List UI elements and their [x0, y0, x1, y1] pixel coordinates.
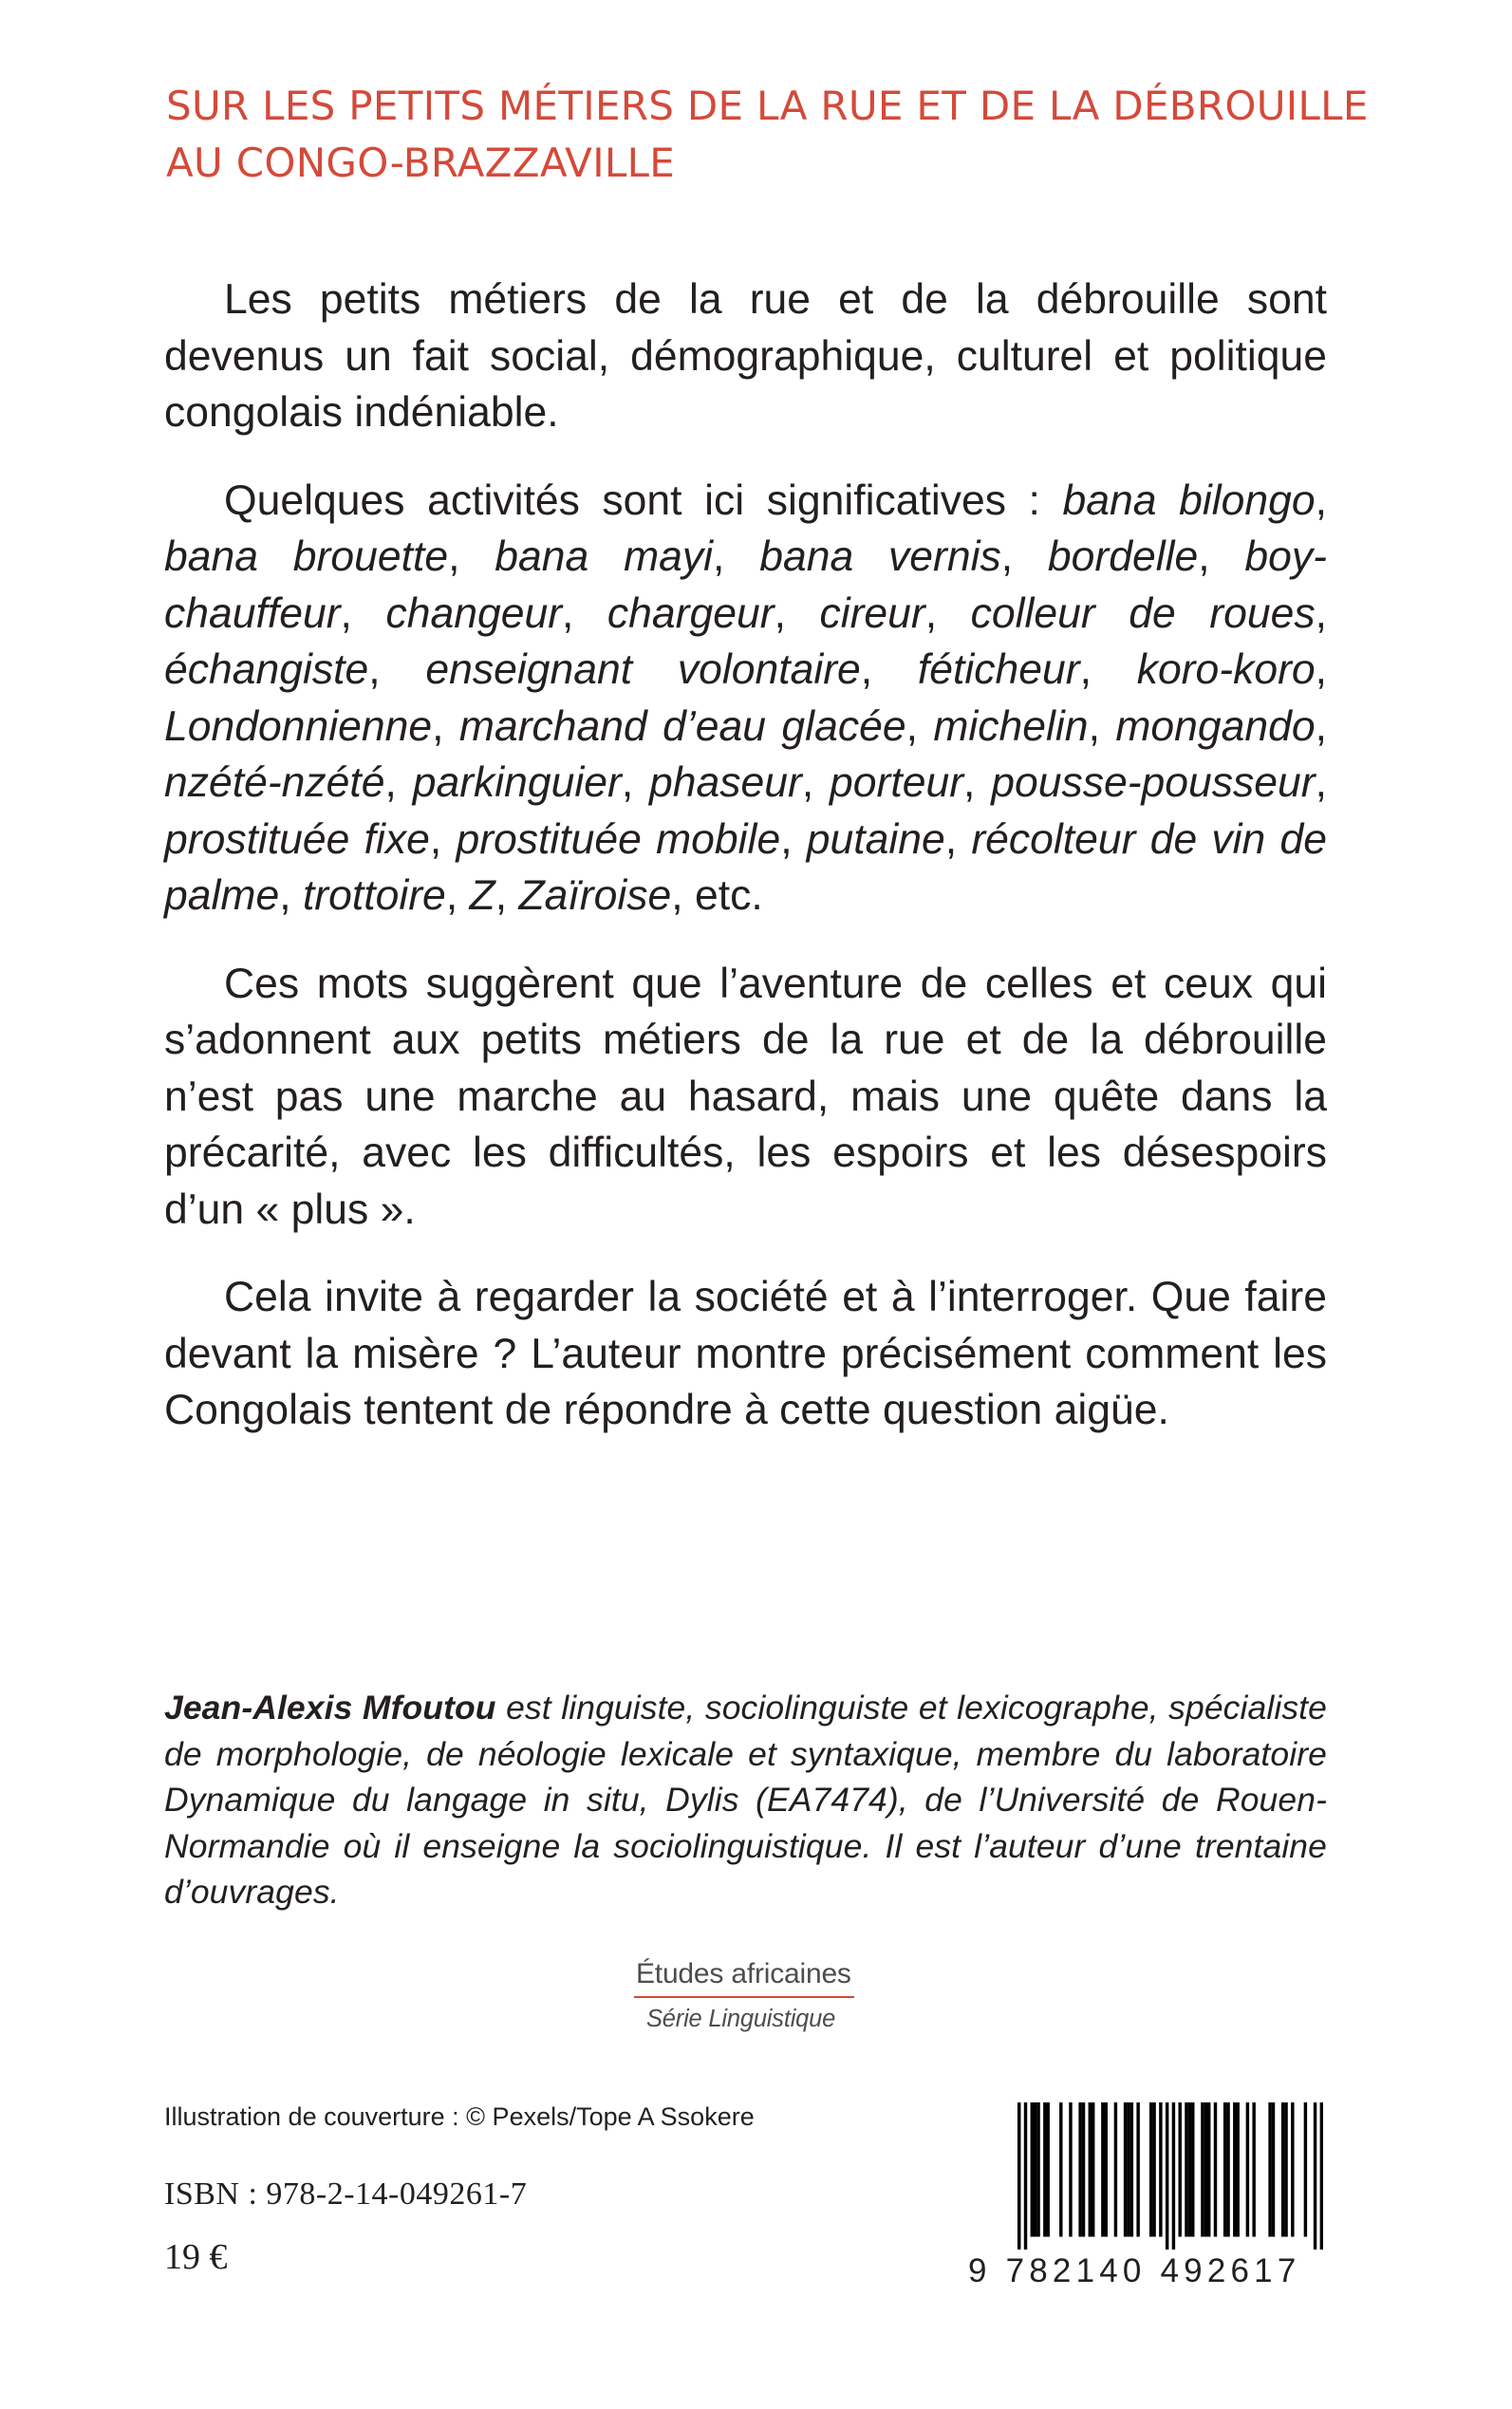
- cover-credit: Illustration de couverture : © Pexels/Tope A Ssokere: [164, 2102, 755, 2131]
- barcode-bar: [1291, 2102, 1294, 2237]
- barcode-bar: [1214, 2102, 1217, 2237]
- barcode-bar: [1036, 2102, 1039, 2237]
- barcode-bar: [1082, 2102, 1085, 2237]
- activity-term: bana brouette: [164, 533, 449, 580]
- barcode-bar: [1185, 2102, 1187, 2237]
- activity-term: marchand d’eau glacée: [458, 702, 906, 750]
- activity-term: pousse-pousseur: [991, 759, 1316, 806]
- author-name: Jean-Alexis Mfoutou: [164, 1689, 496, 1727]
- blurb-p2-intro: Quelques activités sont ici significatives :: [224, 476, 1063, 524]
- activity-term: Z: [469, 872, 495, 919]
- activity-term: changeur: [385, 589, 563, 637]
- price: 19 €: [164, 2237, 228, 2277]
- barcode-bar: [1101, 2102, 1104, 2237]
- activity-term: nzété-nzété: [164, 759, 385, 806]
- series-subtitle: Série Linguistique: [646, 2006, 836, 2032]
- barcode-bar: [1172, 2102, 1175, 2250]
- barcode-bar: [1136, 2102, 1139, 2237]
- barcode-bar: [1304, 2102, 1307, 2237]
- barcode-bar: [1204, 2102, 1207, 2237]
- barcode-bar: [1246, 2102, 1249, 2237]
- activity-term: phaseur: [649, 759, 802, 806]
- barcode-bar: [1130, 2102, 1133, 2237]
- barcode-bar: [1047, 2102, 1050, 2237]
- barcode-bar: [1159, 2102, 1162, 2237]
- title-line-2: AU CONGO-BRAZZAVILLE: [166, 140, 676, 186]
- barcode-bar: [1284, 2102, 1287, 2237]
- barcode: [968, 2102, 1334, 2292]
- barcode-bar: [1281, 2102, 1284, 2237]
- barcode-bar: [1233, 2102, 1236, 2237]
- activity-term: boy-chauffeur: [164, 533, 1327, 637]
- series-rule: [634, 1996, 854, 1998]
- barcode-bar: [1043, 2102, 1046, 2237]
- barcode-bar: [1268, 2102, 1271, 2237]
- barcode-bar: [1188, 2102, 1191, 2237]
- barcode-bar: [1272, 2102, 1275, 2237]
- barcode-bar: [1017, 2102, 1020, 2250]
- barcode-bar: [1149, 2102, 1152, 2237]
- barcode-bar: [1223, 2102, 1226, 2237]
- series-name: Études africaines: [636, 1958, 851, 1989]
- barcode-bar: [1114, 2102, 1117, 2237]
- barcode-bar: [1166, 2102, 1168, 2250]
- author-bio-text: est linguiste, sociolinguiste et lexicographe, spécialiste de morphologie, de néologie lexicale et syntaxique, membre du laboratoire Dynamique du langage in situ, Dylis (EA7474), de l’Université de Rouen-Normandie où il enseigne la sociolinguistique. Il est l’auteur d’une trentaine d’ouvrages.: [164, 1689, 1327, 1912]
- activity-term: putaine: [806, 815, 945, 863]
- barcode-bar: [1191, 2102, 1194, 2237]
- barcode-bar: [1127, 2102, 1129, 2237]
- activity-term: Zaïroise: [518, 872, 672, 919]
- activity-term: bana vernis: [759, 533, 1001, 580]
- barcode-bar: [1089, 2102, 1092, 2237]
- activity-term: chargeur: [607, 589, 775, 637]
- activity-term: mongando: [1115, 702, 1316, 750]
- barcode-bar: [1178, 2102, 1181, 2237]
- activity-terms: bana bilongo, bana brouette, bana mayi, bana vernis, bordelle, boy-chauffeur, changeur, chargeur, cireur, colleur de roues, échangiste, enseignant volontaire, féticheur, koro-koro, Londonnienne, marchand d’eau glacée, michelin, mongando, nzété-nzété, parkinguier, phaseur, porteur, pousse-pousseur, prostituée fixe, prostituée mobile, putaine, récolteur de vin de palme, trottoire, Z, Zaïroise,: [164, 476, 1328, 919]
- barcode-bar: [1320, 2102, 1323, 2250]
- barcode-bar: [1201, 2102, 1204, 2237]
- barcode-bar: [1314, 2102, 1316, 2250]
- book-title: [166, 78, 1400, 192]
- activity-term: récolteur de vin de palme: [164, 815, 1327, 919]
- barcode-bar: [1124, 2102, 1127, 2237]
- activity-term: Londonnienne: [164, 702, 433, 750]
- barcode-bar: [1105, 2102, 1108, 2237]
- barcode-bars: [1017, 2102, 1323, 2250]
- activity-term: colleur de roues: [970, 589, 1316, 637]
- back-cover-blurb: [164, 271, 1327, 1470]
- activity-term: bana mayi: [495, 533, 714, 580]
- activity-term: bana bilongo: [1062, 476, 1316, 524]
- barcode-bar: [1207, 2102, 1210, 2237]
- activity-term: prostituée mobile: [456, 815, 781, 863]
- activity-term: bordelle: [1047, 533, 1199, 580]
- series-logo: [634, 1956, 871, 2033]
- activity-term: koro-koro: [1136, 646, 1316, 693]
- activity-term: échangiste: [164, 646, 369, 693]
- barcode-bar: [1024, 2102, 1027, 2250]
- barcode-bar: [1069, 2102, 1072, 2237]
- barcode-digits: 9 782140 492617: [968, 2252, 1301, 2289]
- activity-term: michelin: [933, 702, 1089, 750]
- activity-term: cireur: [819, 589, 925, 637]
- barcode-bar: [1031, 2102, 1034, 2237]
- blurb-paragraph-4: Cela invite à regarder la société et à l’interroger. Que faire devant la misère ? L’auteur montre précisément comment les Congolais tentent de répondre à cette question aigüe.: [164, 1274, 1327, 1433]
- barcode-bar: [1034, 2102, 1036, 2237]
- activity-term: prostituée fixe: [164, 815, 430, 863]
- author-bio: [164, 1685, 1327, 1915]
- blurb-paragraph-2: [164, 473, 1327, 924]
- barcode-bar: [1092, 2102, 1094, 2237]
- activity-term: trottoire: [302, 872, 446, 919]
- activity-term: parkinguier: [412, 759, 622, 806]
- barcode-bar: [1252, 2102, 1255, 2237]
- title-line-1: SUR LES PETITS MÉTIERS DE LA RUE ET DE LA DÉBROUILLE: [166, 83, 1369, 129]
- blurb-p2-end: etc.: [694, 872, 763, 919]
- isbn: ISBN : 978-2-14-049261-7: [164, 2176, 528, 2212]
- barcode-bar: [1078, 2102, 1081, 2237]
- barcode-bar: [1236, 2102, 1239, 2237]
- barcode-bar: [1152, 2102, 1155, 2237]
- barcode-bar: [1226, 2102, 1229, 2237]
- activity-term: féticheur: [917, 646, 1080, 693]
- blurb-paragraph-3: Ces mots suggèrent que l’aventure de celles et ceux qui s’adonnent aux petits métiers de la rue et de la débrouille n’est pas une marche au hasard, mais une quête dans la précarité, avec les difficultés, les espoirs et les désespoirs d’un « plus ».: [164, 960, 1327, 1233]
- barcode-bar: [1059, 2102, 1062, 2237]
- activity-term: porteur: [830, 759, 964, 806]
- blurb-paragraph-1: Les petits métiers de la rue et de la débrouille sont devenus un fait social, démographique, culturel et politique congolais indéniable.: [164, 276, 1327, 436]
- activity-term: enseignant volontaire: [425, 646, 861, 693]
